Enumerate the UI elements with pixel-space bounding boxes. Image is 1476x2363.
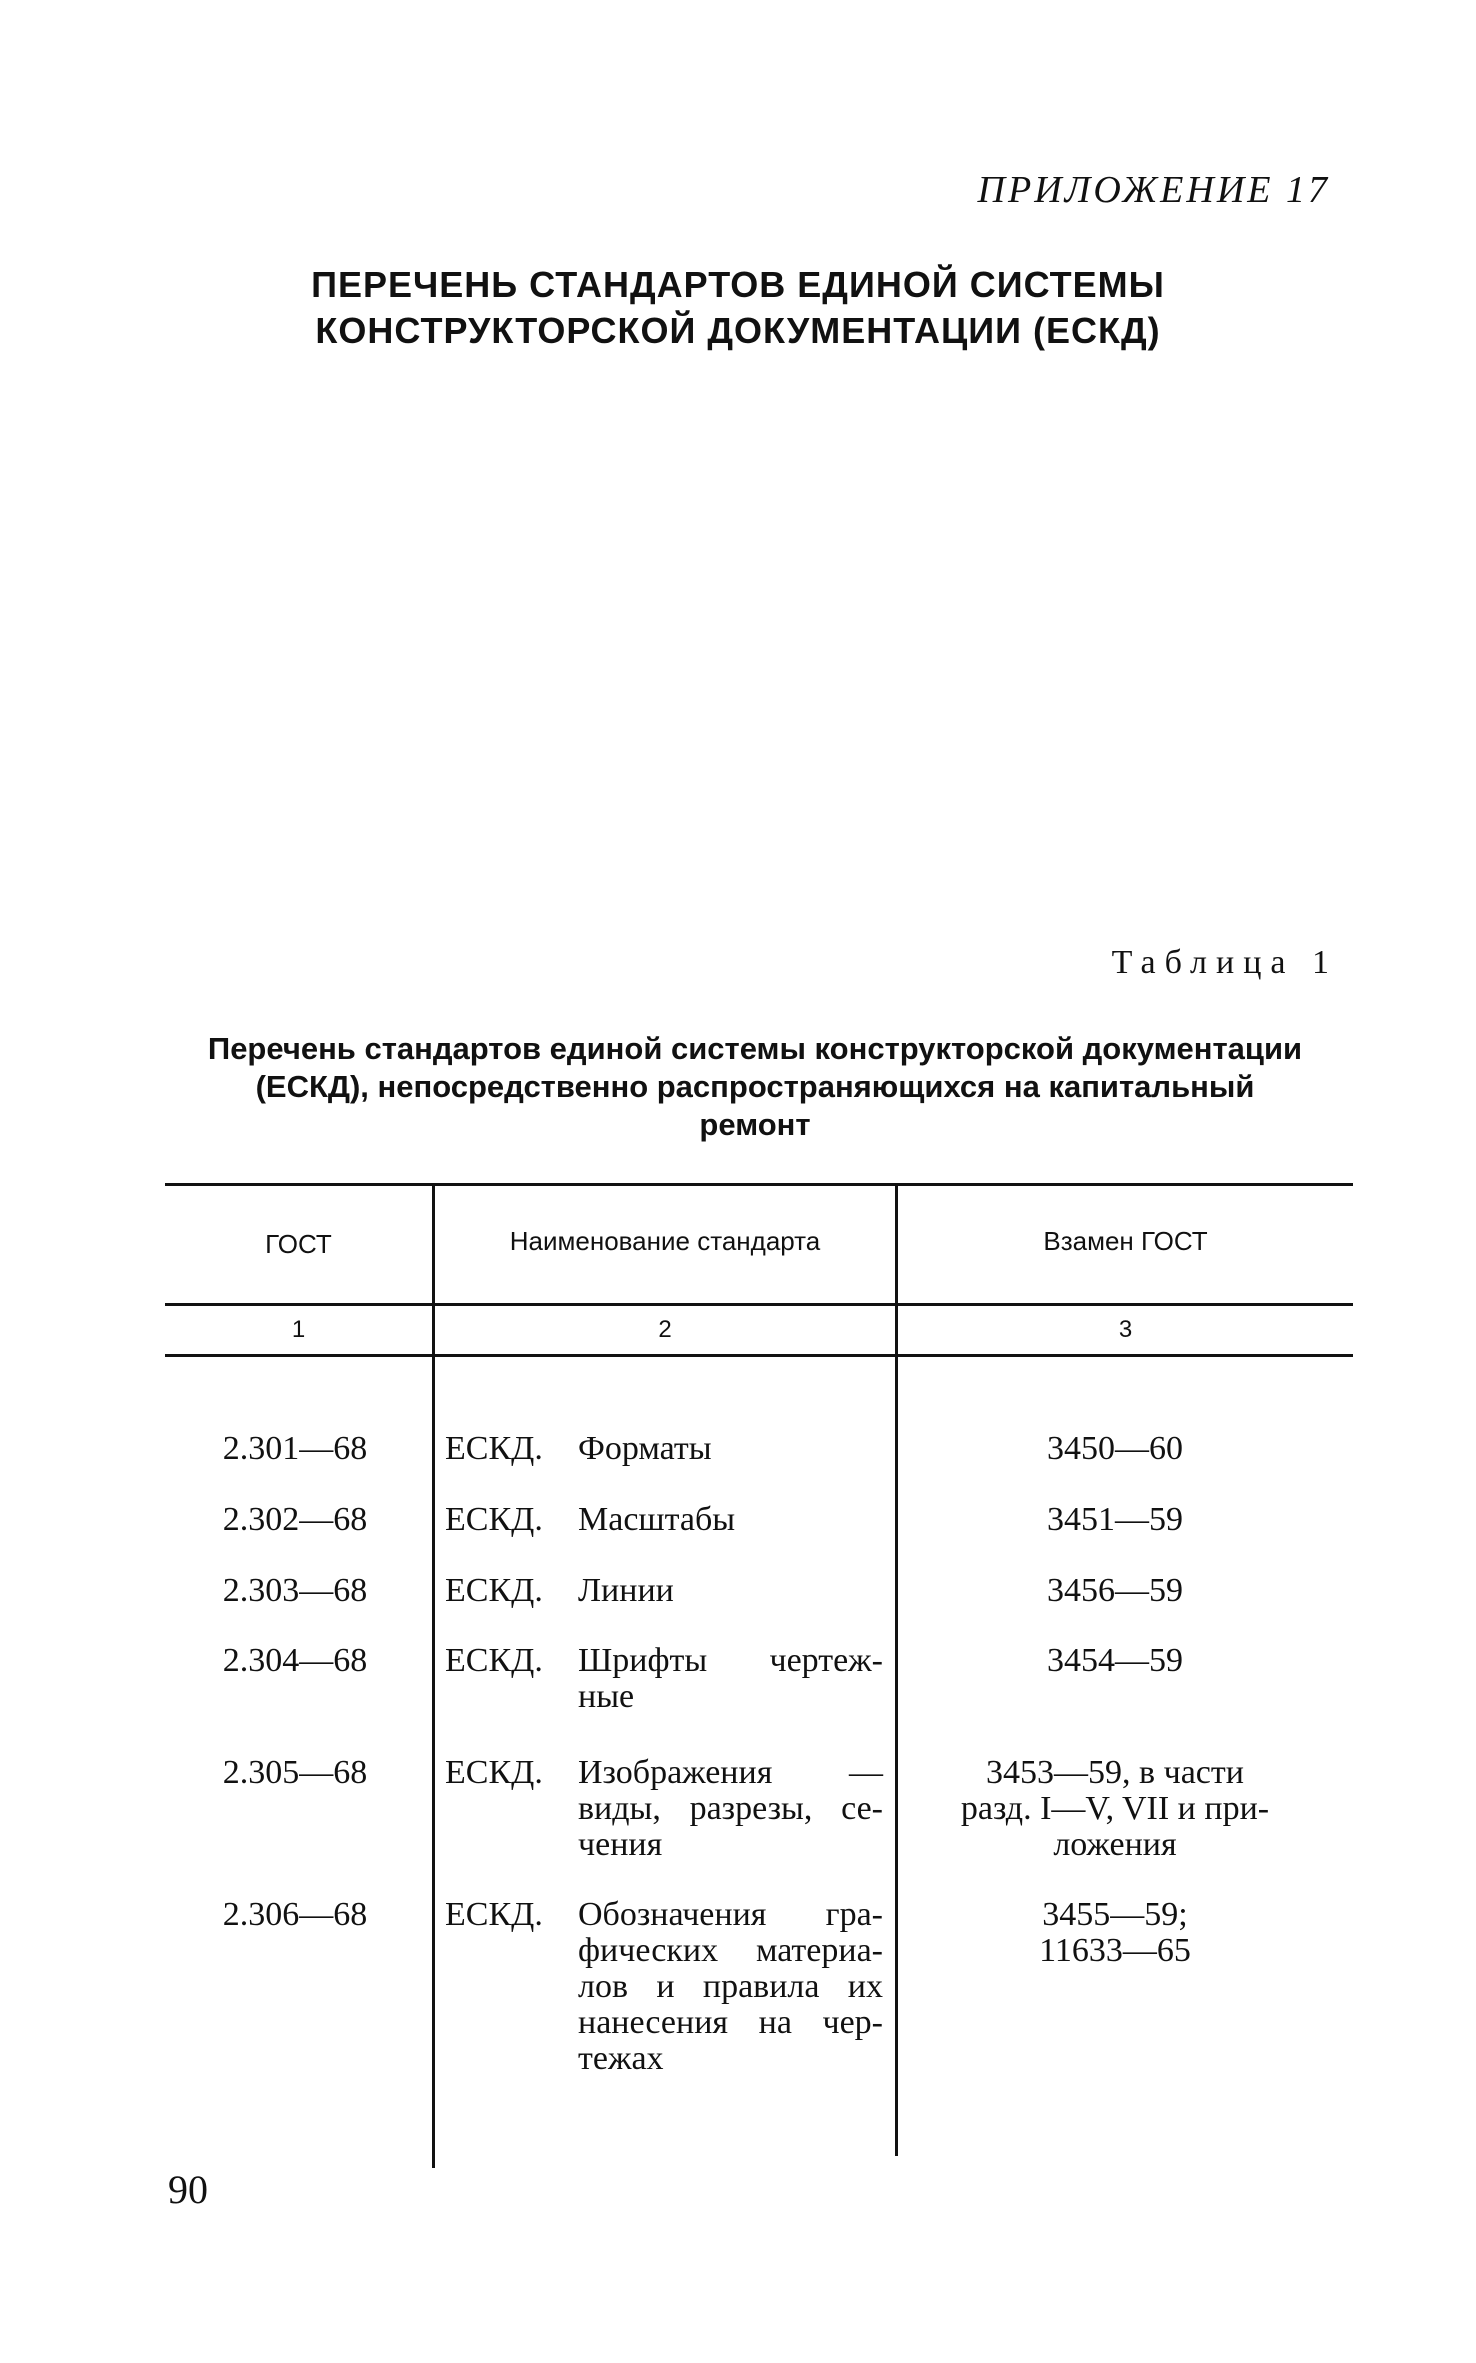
gost-number: 2.302—68 xyxy=(222,1501,368,1538)
replaced-gost-line: 3456—59 xyxy=(1047,1572,1183,1609)
gost-number: 2.301—68 xyxy=(222,1430,368,1467)
standard-name xyxy=(578,1502,883,1538)
column-header-name: Наименование стандарта xyxy=(509,1226,821,1256)
standard-name-line: чения xyxy=(578,1826,663,1863)
standard-name-line: Форматы xyxy=(578,1430,712,1467)
column-header-gost: ГОСТ xyxy=(265,1229,332,1259)
column-number: 1 xyxy=(291,1316,306,1343)
standard-name-line: фических материа- xyxy=(578,1932,883,1969)
page-title-line: ПЕРЕЧЕНЬ СТАНДАРТОВ ЕДИНОЙ СИСТЕМЫ xyxy=(311,264,1165,305)
gost-number: 2.304—68 xyxy=(222,1642,368,1679)
standard-name-line: Обозначения гра- xyxy=(578,1896,883,1933)
standard-name xyxy=(578,1643,883,1715)
replaced-gost xyxy=(900,1755,1330,1863)
replaced-gost-line: разд. I—V, VII и при- xyxy=(960,1790,1270,1827)
gost-number: 2.303—68 xyxy=(222,1572,368,1609)
standard-prefix: ЕСКД. xyxy=(445,1430,543,1467)
page-title xyxy=(0,262,1476,354)
standard-name-line: Масштабы xyxy=(578,1501,736,1538)
standard-name-line: Изображения — xyxy=(578,1754,883,1791)
replaced-gost-line: 3451—59 xyxy=(1047,1501,1183,1538)
standard-name-line: Шрифты чертеж- xyxy=(578,1642,883,1679)
standard-name-line: ные xyxy=(578,1678,635,1715)
standard-prefix: ЕСКД. xyxy=(445,1572,543,1609)
column-header-replaces: Взамен ГОСТ xyxy=(1043,1226,1208,1256)
header-bottom-rule xyxy=(165,1303,1353,1306)
replaced-gost xyxy=(900,1573,1330,1609)
standard-name xyxy=(578,1897,883,2077)
table-caption xyxy=(150,1030,1360,1144)
gost-number: 2.305—68 xyxy=(222,1754,368,1791)
table-caption-line: ремонт xyxy=(699,1107,811,1142)
standard-name-line: тежах xyxy=(578,2040,664,2077)
standard-name-line: лов и правила их xyxy=(578,1968,883,2005)
replaced-gost xyxy=(900,1643,1330,1679)
replaced-gost-line: 3455—59; xyxy=(1042,1896,1188,1933)
replaced-gost xyxy=(900,1502,1330,1538)
table-caption-line: (ЕСКД), непосредственно распространяющихся на капитальный xyxy=(255,1069,1255,1104)
page-title-line: КОНСТРУКТОРСКОЙ ДОКУМЕНТАЦИИ (ЕСКД) xyxy=(315,310,1161,351)
table-caption-line: Перечень стандартов единой системы конструкторской документации xyxy=(207,1031,1303,1066)
standard-name xyxy=(578,1755,883,1863)
appendix-label: ПРИЛОЖЕНИЕ 17 xyxy=(977,169,1330,211)
replaced-gost-line: ложения xyxy=(1053,1826,1177,1863)
table-top-rule xyxy=(165,1183,1353,1186)
standard-prefix: ЕСКД. xyxy=(445,1896,543,1933)
replaced-gost xyxy=(900,1897,1330,1969)
standard-name-line: Линии xyxy=(578,1572,674,1609)
replaced-gost-line: 3450—60 xyxy=(1047,1430,1183,1467)
page-number: 90 xyxy=(168,2167,208,2212)
gost-number: 2.306—68 xyxy=(222,1896,368,1933)
standard-prefix: ЕСКД. xyxy=(445,1642,543,1679)
standard-prefix: ЕСКД. xyxy=(445,1501,543,1538)
standard-name-line: нанесения на чер- xyxy=(578,2004,883,2041)
column-number: 2 xyxy=(658,1316,672,1343)
table-label: Таблица 1 xyxy=(1111,944,1338,981)
replaced-gost-line: 3454—59 xyxy=(1047,1642,1183,1679)
replaced-gost-line: 11633—65 xyxy=(1039,1932,1191,1969)
standard-name xyxy=(578,1431,883,1467)
standard-name-line: виды, разрезы, се- xyxy=(578,1790,883,1827)
standard-name xyxy=(578,1573,883,1609)
column-number: 3 xyxy=(1118,1316,1133,1343)
replaced-gost-line: 3453—59, в части xyxy=(986,1754,1244,1791)
numbers-bottom-rule xyxy=(165,1354,1353,1357)
standard-prefix: ЕСКД. xyxy=(445,1754,543,1791)
replaced-gost xyxy=(900,1431,1330,1467)
